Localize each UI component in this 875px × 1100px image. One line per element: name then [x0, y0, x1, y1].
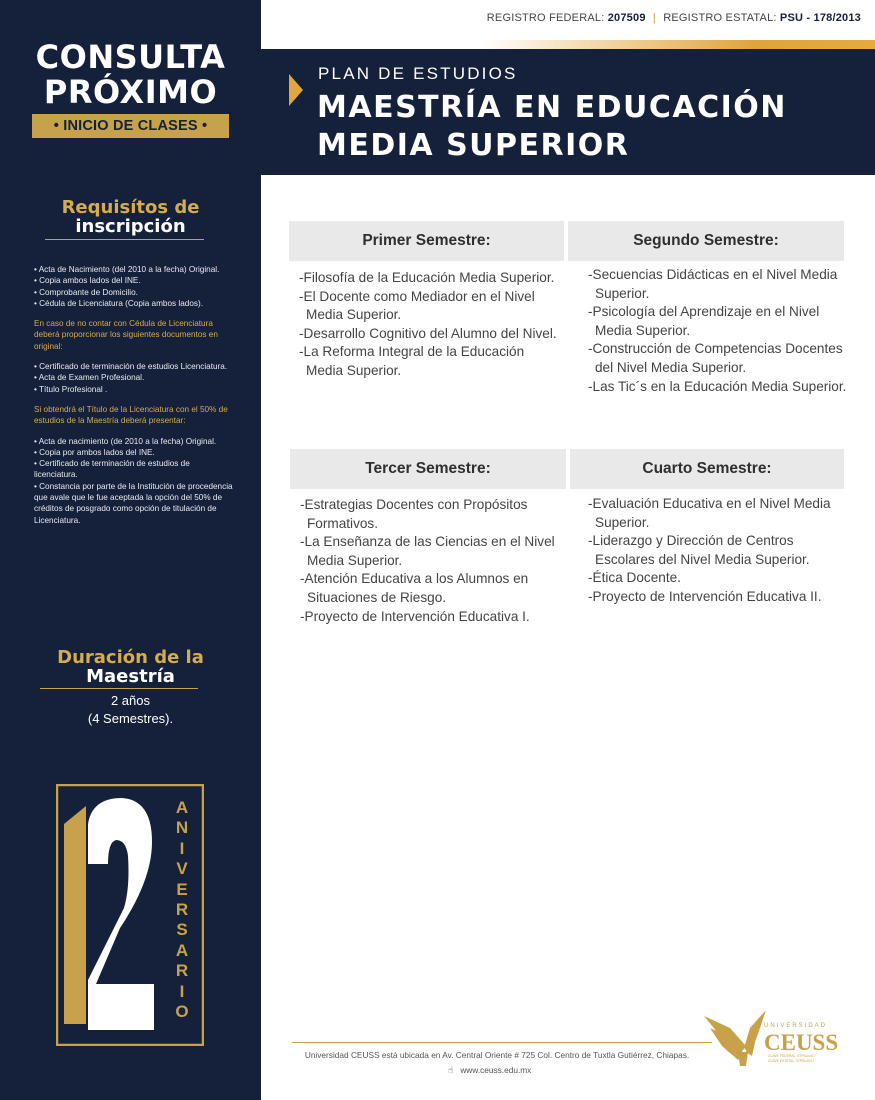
course-item: -Proyecto de Intervención Educativa II. [588, 588, 822, 604]
brand-line-1: CLAVE FEDERAL: 07PSU0017 [768, 1054, 816, 1058]
duracion-divider [40, 688, 198, 689]
semester-1-list [299, 269, 561, 381]
registro-line: REGISTRO FEDERAL: 207509 | REGISTRO ESTATAL: PSU - 178/2013 [486, 12, 861, 24]
semester-3-list [300, 496, 562, 626]
requisitos-note-2: Si obtendrá el Título de la Licenciatura con el 50% de estudios de la Maestría deberá presentar: [34, 404, 228, 426]
ceuss-eagle-logo [700, 1008, 852, 1070]
semester-4-header: Cuarto Semestre: [570, 449, 844, 489]
aniversario-letter: E [176, 879, 188, 899]
semester-3-header: Tercer Semestre: [290, 449, 566, 489]
aniversario-letter: A [175, 940, 189, 960]
title-banner [261, 49, 875, 175]
consulta-proximo-heading [0, 40, 261, 110]
aniversario-letter: S [176, 920, 188, 940]
aniversario-letter: I [179, 838, 185, 858]
requisitos-block-1 [34, 264, 234, 309]
footer-address: Universidad CEUSS está ubicada en Av. Central Oriente # 725 Col. Centro de Tuxtla Gutiérrez, Chiapas. [304, 1050, 690, 1060]
web-pointer-icon: ☝ [448, 1065, 454, 1075]
semester-4-list [588, 495, 850, 607]
semester-2-header: Segundo Semestre: [568, 221, 844, 261]
brand-name: CEUSS [764, 1030, 839, 1055]
requisito-item: • Copia ambos lados del INE. [34, 276, 141, 286]
aniversario-letter: A [175, 798, 189, 817]
requisito-item: • Comprobante de Domicilio. [34, 287, 138, 297]
course-item: -Estrategias Docentes con Propósitos Formativos. [300, 497, 528, 531]
semester-1-header: Primer Semestre: [289, 221, 564, 261]
registro-estatal-value: PSU - 178/2013 [779, 12, 861, 24]
requisito-item: • Certificado de terminación de estudios de licenciatura. [34, 459, 190, 480]
brand-small: UNIVERSIDAD [764, 1023, 828, 1029]
course-item: -Liderazgo y Dirección de Centros Escolares del Nivel Media Superior. [588, 533, 810, 567]
requisito-item: • Acta de Examen Profesional. [34, 373, 145, 383]
requisitos-title: Requisítos de inscripción [61, 197, 200, 237]
course-item: -Construcción de Competencias Docentes del Nivel Media Superior. [588, 341, 843, 375]
aniversario-letter: R [175, 961, 189, 981]
requisito-item: • Título Profesional . [34, 384, 108, 394]
duracion-title: Duración de la Maestría [57, 647, 204, 687]
course-item: -Atención Educativa a los Alumnos en Situaciones de Riesgo. [300, 571, 529, 605]
course-item: -Filosofía de la Educación Media Superior. [299, 270, 555, 285]
registro-federal-value: 207509 [607, 12, 646, 24]
requisito-item: • Certificado de terminación de estudios Licenciatura. [34, 362, 228, 372]
inicio-de-clases-badge: • INICIO DE CLASES • [32, 114, 229, 138]
aniversario-letter: V [176, 859, 188, 879]
play-triangle-icon [289, 74, 303, 106]
aniversario-letter: O [175, 1002, 189, 1022]
requisitos-divider [45, 239, 204, 240]
gold-accent-bar [480, 40, 875, 49]
requisito-item: • Constancia por parte de la Institución de procedencia que avale que le fue aceptada la opción del 50% de créditos de posgrado como opción de titulación de Licenciatura. [34, 481, 233, 525]
requisito-item: • Acta de Nacimiento (del 2010 a la fecha) Original. [34, 265, 220, 274]
requisitos-block-3 [34, 436, 234, 526]
course-item: -Proyecto de Intervención Educativa I. [300, 608, 530, 624]
course-item: -Las Tic´s en la Educación Media Superior. [588, 378, 847, 394]
aniversario-vertical-text [168, 798, 196, 1022]
requisito-item: • Acta de nacimiento (de 2010 a la fecha) Original. [34, 436, 217, 446]
semester-2-list [588, 266, 850, 396]
course-item: -La Enseñanza de las Ciencias en el Nivel Media Superior. [300, 534, 555, 568]
footer-web[interactable] [448, 1065, 531, 1076]
brand-line-2: CLAVE ESTATAL: 07PSU0017 [768, 1059, 815, 1063]
course-item: -La Reforma Integral de la Educación Media Superior. [299, 344, 525, 378]
aniversario-letter: I [179, 981, 185, 1001]
duracion-text: 2 años (4 Semestres). [87, 693, 174, 726]
footer-divider [292, 1042, 712, 1043]
requisitos-note-1: En caso de no contar con Cédula de Licenciatura deberá proporcionar los siguientes documentos en original: [34, 319, 218, 351]
banner-subtitle: PLAN DE ESTUDIOS [318, 64, 518, 83]
requisitos-list [34, 264, 234, 535]
course-item: -Ética Docente. [588, 570, 681, 586]
requisitos-block-2 [34, 361, 234, 395]
course-item: -El Docente como Mediador en el Nivel Media Superior. [299, 288, 535, 323]
course-item: -Psicología del Aprendizaje en el Nivel Media Superior. [588, 304, 820, 338]
course-item: -Desarrollo Cognitivo del Alumno del Nivel. [299, 325, 557, 341]
course-item: -Secuencias Didácticas en el Nivel Media Superior. [588, 267, 838, 301]
course-item: -Evaluación Educativa en el Nivel Media Superior. [588, 496, 831, 530]
aniversario-letter: R [175, 900, 189, 920]
banner-title: MAESTRÍA EN EDUCACIÓN MEDIA SUPERIOR [317, 90, 787, 163]
requisito-item: • Copia por ambos lados del INE. [34, 447, 155, 457]
sidebar [0, 0, 261, 1100]
footer-web-link[interactable]: www.ceuss.edu.mx [460, 1065, 532, 1075]
consulta-line: CONSULTA [35, 38, 226, 76]
requisito-item: • Cédula de Licenciatura (Copia ambos lados). [34, 298, 203, 308]
aniversario-letter: N [175, 818, 189, 838]
proximo-line: PRÓXIMO [43, 73, 218, 111]
